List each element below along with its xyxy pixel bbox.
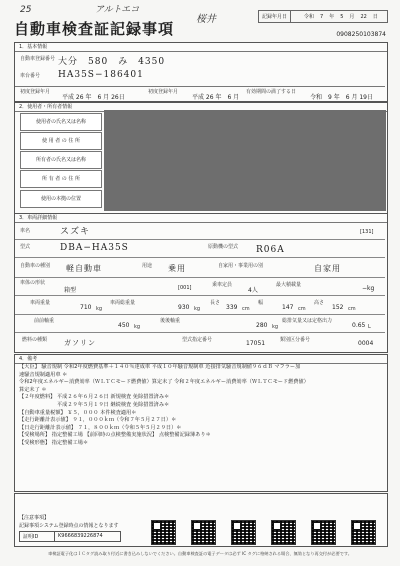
width-value: 147 xyxy=(282,304,294,311)
capacity-label: 乗車定員 xyxy=(212,282,233,288)
unit-year: 年 xyxy=(329,14,335,20)
displacement-label: 総排気量又は定格出力 xyxy=(282,318,333,324)
remark-line: 令和2年度エネルギー消費効率（ＷＬＴＣモード燃費値）算定未了 令和２年度エネルギー消費効率（ＷＬＴＣモード燃費値） xyxy=(19,379,309,386)
purpose-value: 自家用 xyxy=(314,264,341,273)
shape-value: 箱型 xyxy=(64,287,77,294)
height-label: 高さ xyxy=(314,300,325,306)
remark-line: 【２年度燃料】 平成２６年６月２６日 新規検査 免除措置済み＊ xyxy=(19,394,170,401)
remark-line: 速騒音規制適用車 ＊ xyxy=(19,371,68,378)
chassis-value: HA35S−186401 xyxy=(58,70,144,80)
purpose-label: 自家用・事業用の別 xyxy=(218,263,264,269)
record-date-box xyxy=(258,10,388,23)
section-header: 2．使用者・所有者情報 xyxy=(15,103,387,112)
page-title: 自動車検査証記録事項 xyxy=(14,20,175,38)
displacement-unit: L xyxy=(368,324,371,330)
kind-value: 軽自動車 xyxy=(66,264,102,273)
type-no-label: 型式指定番号 xyxy=(182,337,213,343)
use-label: 用途 xyxy=(142,263,153,269)
expiry-value: 令和 9 年 6 月 19日 xyxy=(310,94,373,101)
maxload-label: 最大積載量 xyxy=(276,282,302,288)
owner-row-label: 所 有 者 の 住 所 xyxy=(20,170,102,188)
model-value: DBA−HA35S xyxy=(60,243,129,253)
reg-no-value: 大分 580 み 4350 xyxy=(58,57,166,67)
rr-value: 280 xyxy=(256,322,268,329)
gross-unit: kg xyxy=(194,306,201,312)
remark-line: 【日走行距離計表示値】 ７１，８００ｋｍ（令和５年５月２９日）＊ xyxy=(19,424,182,431)
first-reg-value: 平成 26 年 6 月 26日 xyxy=(62,94,125,101)
first-reg-ym-label: 初度登録年月 xyxy=(148,89,179,95)
divider xyxy=(15,257,385,258)
ff-label: 前前軸重 xyxy=(34,318,55,324)
type-no-value: 17051 xyxy=(246,340,266,347)
qr-code xyxy=(151,520,176,545)
document-number: 0908250103874 xyxy=(336,31,386,38)
height-unit: cm xyxy=(348,306,356,312)
use-value: 乗用 xyxy=(168,264,186,273)
redaction-block xyxy=(104,110,386,211)
width-label: 幅 xyxy=(258,300,264,306)
class-no-value: 0004 xyxy=(358,340,374,347)
record-date-label: 記録年月日 xyxy=(259,11,291,22)
qr-code xyxy=(351,520,376,545)
width-unit: cm xyxy=(298,306,306,312)
engine-value: R06A xyxy=(256,245,285,255)
owner-row-label: 使用者の氏名又は名称 xyxy=(20,113,102,131)
divider xyxy=(15,239,385,240)
ff-value: 450 xyxy=(118,322,130,329)
remark-line: 【大臣】 騒音規制 令和2年度燃費基準＋１４０％達成車 平成１０年騒音規制車 近接排気騒音規制値９６ｄＢ マフラー加 xyxy=(19,364,301,370)
record-date-year: 7 xyxy=(320,13,324,20)
ff-unit: kg xyxy=(134,324,141,330)
qr-code xyxy=(231,520,256,545)
divider xyxy=(15,277,385,278)
fuel-value: ガソリン xyxy=(64,339,96,347)
maker-code: [131] xyxy=(360,229,374,235)
handwritten-note-number: 25 xyxy=(20,5,32,15)
length-label: 長さ xyxy=(210,300,221,306)
remarks-section xyxy=(14,354,388,492)
maker-value: スズキ xyxy=(60,227,91,237)
first-reg-label: 初度登録年月 xyxy=(20,89,51,95)
shape-code: [001] xyxy=(178,285,192,291)
divider xyxy=(15,86,385,87)
model-label: 型式 xyxy=(20,244,31,250)
unit-day: 日 xyxy=(372,14,378,20)
rr-label: 後後軸重 xyxy=(160,318,181,324)
weight-value: 710 xyxy=(80,304,92,311)
qr-code xyxy=(191,520,216,545)
record-date-month: 5 xyxy=(340,13,344,20)
reg-no-label: 自動車登録番号 xyxy=(20,56,56,62)
remark-line: 【走行距離計表示値】 ９１，０００ｋｍ（令和７年５月２７日）＊ xyxy=(19,417,177,424)
certificate-id-value: K9666839226874 xyxy=(58,533,103,539)
remark-line: 【受検形態】 指定整備工場＊ xyxy=(19,439,89,446)
length-value: 339 xyxy=(226,304,238,311)
section-header: 1．基本情報 xyxy=(15,43,387,52)
divider xyxy=(15,332,385,333)
record-date-day: 22 xyxy=(360,13,367,20)
weight-unit: kg xyxy=(96,306,103,312)
owner-row-label: 所有者の氏名又は名称 xyxy=(20,151,102,169)
gross-label: 車両総重量 xyxy=(110,300,136,306)
class-no-label: 類別区分番号 xyxy=(280,337,311,343)
engine-label: 原動機の型式 xyxy=(208,244,239,250)
shape-label: 車体の形状 xyxy=(20,280,46,286)
maxload-value: −kg xyxy=(362,285,375,292)
chassis-label: 車台番号 xyxy=(20,73,41,79)
height-value: 152 xyxy=(332,304,344,311)
section-header: 3．車両詳細情報 xyxy=(15,214,387,223)
expiry-label: 有効期間の満了する日 xyxy=(246,89,297,95)
bottom-notice: 車検証電子化はＩＣタグ読み取り付近に書き込みしないでください。自動車検査証の電子データは必ず IC タグに格納される場合、無効となり再交付が必要です。 xyxy=(48,551,352,556)
owner-row-label: 使用の本拠の位置 xyxy=(20,190,102,208)
record-date-era: 令和 xyxy=(304,14,315,20)
unit-month: 月 xyxy=(349,14,355,20)
remark-line: 【受検場所】 指定整備工場 【前回時の点検整備実施状況】 点検整備記録簿あり＊ xyxy=(19,432,211,439)
capacity-value: 4人 xyxy=(248,287,258,294)
qr-code xyxy=(311,520,336,545)
gross-value: 930 xyxy=(178,304,190,311)
certificate-id-box xyxy=(19,531,121,542)
certificate-id-label: 証明ID xyxy=(20,532,55,541)
handwritten-note-model: アルトエコ xyxy=(95,5,140,15)
section-header: 4．備考 xyxy=(15,355,387,364)
maker-label: 車名 xyxy=(20,228,31,234)
first-reg-ym-value: 平成 26 年 6 月 xyxy=(192,94,240,101)
divider xyxy=(15,314,385,315)
remark-line: 平成２９年５月１９日 継続検査 免除措置済み＊ xyxy=(19,401,170,408)
rr-unit: kg xyxy=(272,324,279,330)
note-header: 【注意事項】 xyxy=(19,515,50,521)
weight-label: 車両重量 xyxy=(30,300,51,306)
qr-code xyxy=(271,520,296,545)
kind-label: 自動車の種別 xyxy=(20,263,51,269)
owner-row-label: 使 用 者 の 住 所 xyxy=(20,132,102,150)
handwritten-note-name: 桜井 xyxy=(196,14,216,25)
fuel-label: 燃料の種類 xyxy=(22,337,48,343)
note-text: 記録事項システム登録時点の情報となります xyxy=(19,523,119,529)
remark-line: 算定未了 ＊ xyxy=(19,386,47,393)
remark-line: 【自動車重量税額】 ￥５，０００ 本件検査適用＊ xyxy=(19,409,137,416)
footer-section xyxy=(14,493,388,547)
displacement-value: 0.65 xyxy=(352,322,366,329)
length-unit: cm xyxy=(242,306,250,312)
divider xyxy=(15,295,385,296)
